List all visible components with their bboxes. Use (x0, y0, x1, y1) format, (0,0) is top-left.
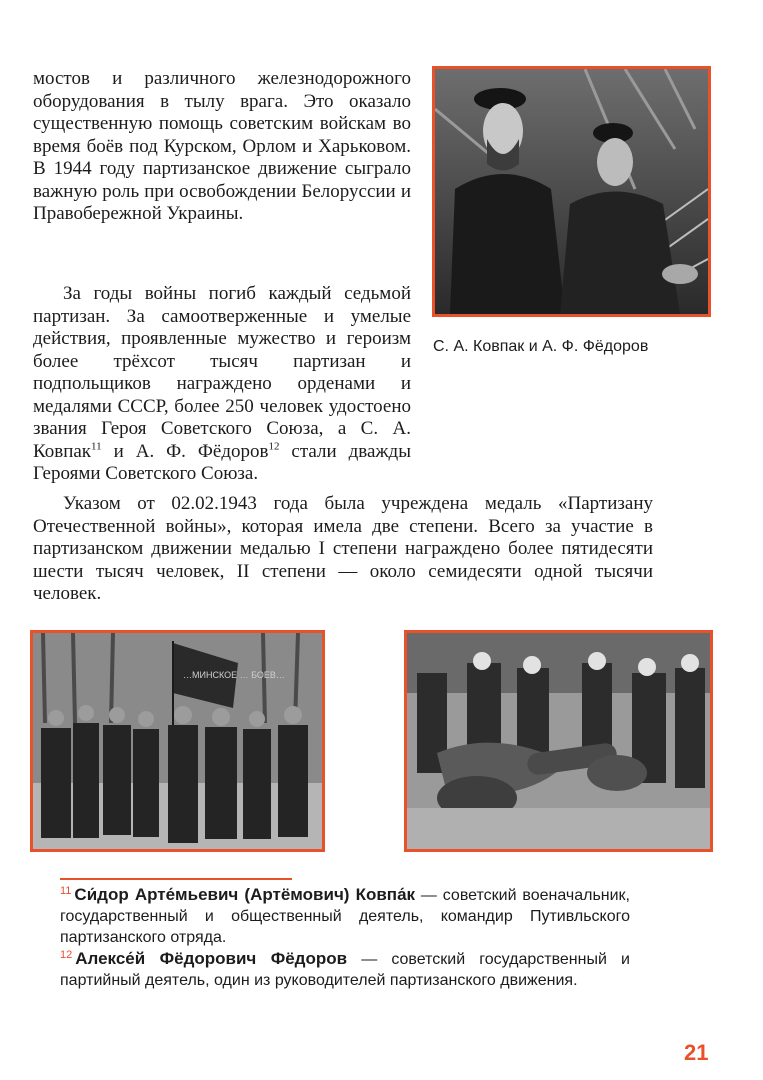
paragraph-2-mid: и А. Ф. Фёдоров (101, 440, 269, 462)
footnote-12 (60, 948, 630, 991)
banner-text: …МИНСКОЕ … БОЕВ… (183, 670, 285, 680)
footnote-ref-11: 11 (91, 440, 102, 453)
footnote-11 (60, 884, 630, 948)
page-number: 21 (684, 1040, 709, 1065)
paragraph-2-start: За годы войны погиб каждый седьмой партизан. За самоотверженные и умелые действия, проявленные мужество и героизм более трёхсот тысяч партизан и подпольщиков награждено орденами и медалями СССР, более 250 человек удостоено звания Героя Советского Союза, а С. А. Ковпак (33, 283, 411, 462)
footnote-text: — советский государственный и партийный деятель, один из руководителей партизанского движения. (60, 951, 630, 989)
photo-kovpak-fedorov (432, 66, 711, 317)
footnote-number: 12 (60, 948, 73, 961)
footnote-name: Алексе́й Фёдорович Фёдоров (75, 949, 348, 968)
footnote-divider (60, 878, 292, 880)
paragraph-3: Указом от 02.02.1943 года была учреждена медаль «Партизану Отечественной войны», которая имела две степени. Всего за участие в партизанском движении медалью I степени награждено более пятидесяти шести тысяч человек, II степени — около семидесяти одной тысячи человек. (33, 493, 653, 604)
paragraph-1: мостов и различного железнодорожного оборудования в тылу врага. Это оказало существенную помощь советским войскам во время боёв под Курском, Орлом и Харьковом. В 1944 году партизанское движение сыграло важную роль при освобождении Белоруссии и Правобережной Украины. (33, 68, 411, 224)
photo-partisans-banner (30, 630, 325, 852)
footnote-text: — советский военачальник, государственный и общественный деятель, командир Путивльского партизанского отряда. (60, 887, 631, 946)
paragraph-2 (33, 283, 411, 486)
footnote-number: 11 (60, 884, 72, 897)
footnote-name: Си́дор Арте́мьевич (Артёмович) Ковпа́к (74, 885, 416, 904)
paragraph-2-end: стали дважды Героями Советского Союза. (33, 440, 411, 484)
photo-partisans-work (404, 630, 713, 852)
footnotes (60, 884, 630, 991)
footnote-ref-12: 12 (268, 440, 280, 453)
photo-caption: С. А. Ковпак и А. Ф. Фёдоров (433, 338, 649, 355)
